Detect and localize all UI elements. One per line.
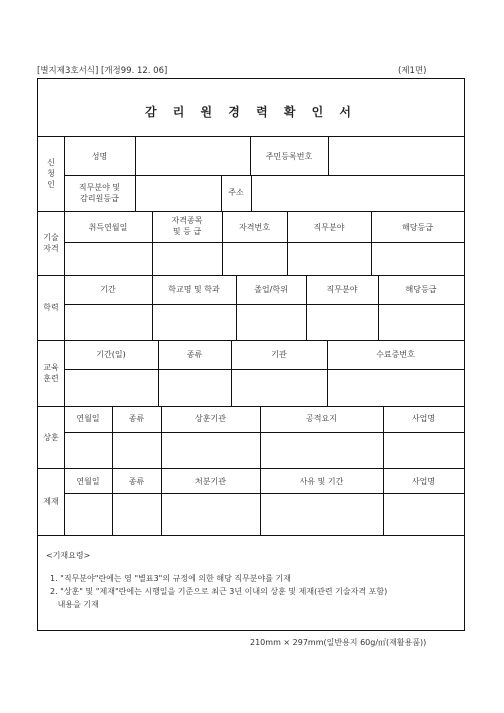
section-label-applicant: 신 청 인 bbox=[47, 158, 55, 189]
section-label-education: 학력 bbox=[43, 303, 59, 312]
divider bbox=[38, 211, 464, 212]
rrn-label: 주민등록번호 bbox=[265, 152, 313, 161]
tech-header: 해당등급 bbox=[402, 223, 433, 232]
edu-header: 졸업/학위 bbox=[254, 285, 288, 294]
divider bbox=[38, 535, 464, 536]
paper-spec: 210mm × 297mm(일반용지 60g/㎡(재활용품)) bbox=[250, 638, 427, 647]
award-header: 종류 bbox=[128, 414, 145, 423]
divider bbox=[64, 493, 464, 494]
edu-header: 해당등급 bbox=[405, 285, 437, 294]
award-header: 상훈기관 bbox=[195, 414, 226, 423]
discipline-header: 처분기관 bbox=[195, 477, 226, 486]
tech-header: 자격번호 bbox=[239, 223, 270, 232]
discipline-header: 연월일 bbox=[76, 477, 100, 486]
training-header: 수료증번호 bbox=[376, 350, 415, 359]
form-frame bbox=[37, 78, 465, 631]
name-label: 성명 bbox=[91, 152, 108, 161]
instruction-item: 1. "직무분야"란에는 영 "별표3"의 규정에 의한 해당 직무분야를 기재 bbox=[50, 574, 291, 583]
divider bbox=[64, 304, 464, 305]
section-label-tech: 기술 자격 bbox=[43, 233, 59, 253]
section-label-training: 교육 훈련 bbox=[43, 363, 59, 383]
edu-header: 직무분야 bbox=[326, 285, 358, 294]
form-title: 감 리 원 경 력 확 인 서 bbox=[145, 105, 357, 119]
instructions bbox=[46, 549, 387, 611]
divider bbox=[287, 211, 288, 275]
divider bbox=[64, 369, 464, 370]
divider bbox=[64, 242, 464, 243]
divider bbox=[328, 136, 329, 175]
section-label-discipline: 제재 bbox=[43, 497, 59, 506]
tech-header: 자격종목 및 등 급 bbox=[171, 216, 203, 236]
tech-header: 직무분야 bbox=[313, 223, 345, 232]
instructions-heading: <기재요령> bbox=[46, 551, 91, 560]
page-number: (제1면) bbox=[398, 66, 427, 76]
training-header: 기간(일) bbox=[96, 350, 126, 359]
edu-header: 기간 bbox=[100, 285, 116, 294]
divider bbox=[38, 275, 464, 276]
divider bbox=[371, 211, 372, 275]
award-header: 사업명 bbox=[411, 414, 436, 423]
discipline-header: 사유 및 기간 bbox=[299, 477, 344, 486]
tech-header: 취득연월일 bbox=[88, 223, 128, 232]
discipline-header: 사업명 bbox=[411, 477, 436, 486]
discipline-header: 종류 bbox=[128, 477, 145, 486]
edu-header: 학교명 및 학과 bbox=[168, 285, 220, 294]
divider bbox=[64, 432, 464, 433]
field-grade-label: 직무분야 및 감리원등급 bbox=[78, 183, 121, 203]
award-header: 연월일 bbox=[76, 414, 100, 423]
divider bbox=[64, 175, 464, 176]
instruction-item: 내용을 기재 bbox=[50, 600, 99, 609]
divider bbox=[38, 406, 464, 407]
divider bbox=[135, 136, 136, 211]
divider bbox=[251, 175, 252, 211]
training-header: 기관 bbox=[271, 350, 287, 359]
divider bbox=[38, 340, 464, 341]
award-header: 공적요지 bbox=[306, 414, 337, 423]
instruction-item: 2. "상훈" 및 "제재"란에는 시행일을 기준으로 최근 3년 이내의 상훈 및 제재(관련 기술자격 포함) bbox=[50, 587, 388, 596]
divider bbox=[38, 468, 464, 469]
section-label-award: 상훈 bbox=[43, 433, 59, 442]
divider bbox=[38, 136, 464, 137]
divider bbox=[222, 211, 223, 275]
form-number: [별지제3호서식] [개정99. 12. 06] bbox=[37, 66, 168, 76]
address-label: 주소 bbox=[228, 188, 244, 197]
training-header: 종류 bbox=[186, 350, 203, 359]
